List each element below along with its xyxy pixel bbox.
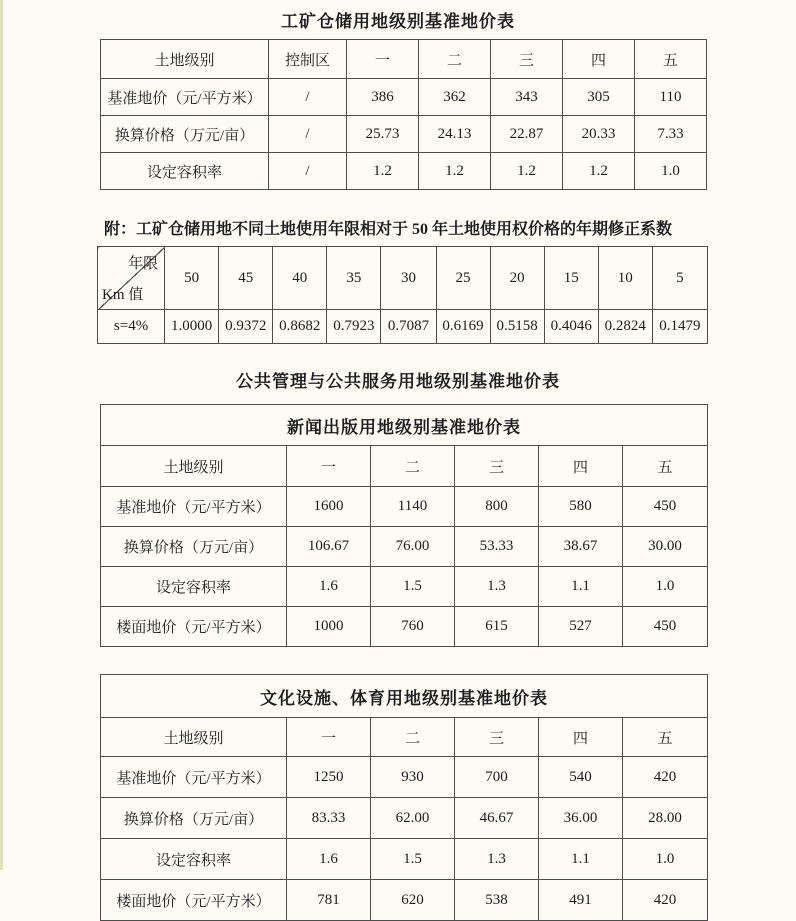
year-header: 50 xyxy=(165,247,219,310)
table-row xyxy=(101,116,707,153)
coefficient-cell: 0.9372 xyxy=(219,310,273,344)
value-cell: 1.6 xyxy=(287,567,371,607)
table-subtitle: 新闻出版用地级别基准地价表 xyxy=(101,405,708,446)
year-header: 10 xyxy=(598,247,652,310)
coefficient-cell: 0.8682 xyxy=(273,310,327,344)
col-header-land-grade: 土地级别 xyxy=(101,40,269,79)
value-cell: 1250 xyxy=(287,757,371,798)
value-cell: 1.0 xyxy=(635,153,707,190)
industrial-table-title: 工矿仓储用地级别基准地价表 xyxy=(281,12,515,31)
table-row xyxy=(98,310,708,344)
control-zone-cell: / xyxy=(269,116,347,153)
value-cell: 386 xyxy=(347,79,419,116)
table-header-row xyxy=(98,247,708,310)
table-header-row xyxy=(101,446,708,487)
table-row xyxy=(101,527,708,567)
press-publishing-land-price-table xyxy=(100,404,708,647)
table-row xyxy=(101,153,707,190)
col-header-land-grade: 土地级别 xyxy=(101,446,287,487)
value-cell: 1.2 xyxy=(419,153,491,190)
row-label-cell: 楼面地价（元/平方米） xyxy=(101,880,287,921)
year-header: 20 xyxy=(490,247,544,310)
value-cell: 1.1 xyxy=(539,839,623,880)
value-cell: 580 xyxy=(539,487,623,527)
value-cell: 7.33 xyxy=(635,116,707,153)
value-cell: 527 xyxy=(539,607,623,647)
table-row xyxy=(101,79,707,116)
row-label-cell: 基准地价（元/平方米） xyxy=(101,79,269,116)
value-cell: 420 xyxy=(623,757,708,798)
public-service-section-title: 公共管理与公共服务用地级别基准地价表 xyxy=(236,372,560,391)
value-cell: 305 xyxy=(563,79,635,116)
value-cell: 1140 xyxy=(371,487,455,527)
value-cell: 1600 xyxy=(287,487,371,527)
grade-header: 一 xyxy=(287,446,371,487)
value-cell: 62.00 xyxy=(371,798,455,839)
year-adjustment-coefficient-table xyxy=(97,246,708,344)
value-cell: 1.2 xyxy=(347,153,419,190)
diagonal-corner-cell xyxy=(98,247,165,310)
year-header: 30 xyxy=(381,247,436,310)
row-label-cell: 基准地价（元/平方米） xyxy=(101,487,287,527)
row-label-cell: 换算价格（万元/亩） xyxy=(101,798,287,839)
table-row xyxy=(101,757,708,798)
coefficient-cell: 0.2824 xyxy=(598,310,652,344)
value-cell: 28.00 xyxy=(623,798,708,839)
row-label-cell: 设定容积率 xyxy=(101,839,287,880)
year-header: 25 xyxy=(436,247,490,310)
grade-header: 三 xyxy=(455,446,539,487)
grade-header: 四 xyxy=(563,40,635,79)
value-cell: 46.67 xyxy=(455,798,539,839)
grade-header: 三 xyxy=(455,718,539,757)
coefficient-cell: 0.1479 xyxy=(652,310,707,344)
year-header: 15 xyxy=(544,247,598,310)
row-label-cell: 换算价格（万元/亩） xyxy=(101,116,269,153)
grade-header: 二 xyxy=(371,718,455,757)
value-cell: 450 xyxy=(623,607,708,647)
value-cell: 615 xyxy=(455,607,539,647)
year-header: 5 xyxy=(652,247,707,310)
table-header-row xyxy=(101,718,708,757)
value-cell: 420 xyxy=(623,880,708,921)
value-cell: 20.33 xyxy=(563,116,635,153)
value-cell: 1.6 xyxy=(287,839,371,880)
value-cell: 22.87 xyxy=(491,116,563,153)
row-label-cell: 换算价格（万元/亩） xyxy=(101,527,287,567)
year-header: 45 xyxy=(219,247,273,310)
culture-sports-land-price-table xyxy=(100,674,708,921)
coefficient-cell: 0.7087 xyxy=(381,310,436,344)
value-cell: 24.13 xyxy=(419,116,491,153)
grade-header: 五 xyxy=(623,718,708,757)
value-cell: 700 xyxy=(455,757,539,798)
control-zone-cell: / xyxy=(269,79,347,116)
appendix-note: 附：工矿仓储用地不同土地使用年限相对于 50 年土地使用权价格的年期修正系数 xyxy=(104,221,673,238)
table-row xyxy=(101,567,708,607)
value-cell: 76.00 xyxy=(371,527,455,567)
value-cell: 83.33 xyxy=(287,798,371,839)
control-zone-cell: / xyxy=(269,153,347,190)
coefficient-cell: 1.0000 xyxy=(165,310,219,344)
value-cell: 491 xyxy=(539,880,623,921)
table-subtitle: 文化设施、体育用地级别基准地价表 xyxy=(101,675,708,718)
value-cell: 1.2 xyxy=(563,153,635,190)
corner-label-km: Km 值 xyxy=(102,287,144,303)
coefficient-cell: 0.6169 xyxy=(436,310,490,344)
table-header-row xyxy=(101,40,707,79)
value-cell: 362 xyxy=(419,79,491,116)
col-header-control-zone: 控制区 xyxy=(269,40,347,79)
value-cell: 106.67 xyxy=(287,527,371,567)
year-header: 40 xyxy=(273,247,327,310)
value-cell: 1.2 xyxy=(491,153,563,190)
value-cell: 760 xyxy=(371,607,455,647)
value-cell: 1.3 xyxy=(455,839,539,880)
table-row xyxy=(101,487,708,527)
corner-label-years: 年限 xyxy=(128,256,159,272)
value-cell: 1.5 xyxy=(371,567,455,607)
grade-header: 四 xyxy=(539,446,623,487)
scan-edge-artifact xyxy=(0,0,3,870)
grade-header: 一 xyxy=(287,718,371,757)
coefficient-cell: 0.5158 xyxy=(490,310,544,344)
table-row xyxy=(101,607,708,647)
industrial-storage-land-price-table xyxy=(100,39,707,190)
value-cell: 110 xyxy=(635,79,707,116)
value-cell: 1.0 xyxy=(623,839,708,880)
table-row xyxy=(101,798,708,839)
table-subtitle-row xyxy=(101,675,708,718)
grade-header: 二 xyxy=(419,40,491,79)
value-cell: 36.00 xyxy=(539,798,623,839)
table-row xyxy=(101,880,708,921)
value-cell: 540 xyxy=(539,757,623,798)
value-cell: 38.67 xyxy=(539,527,623,567)
value-cell: 800 xyxy=(455,487,539,527)
value-cell: 1000 xyxy=(287,607,371,647)
value-cell: 1.5 xyxy=(371,839,455,880)
value-cell: 25.73 xyxy=(347,116,419,153)
coefficient-cell: 0.7923 xyxy=(327,310,381,344)
value-cell: 1.0 xyxy=(623,567,708,607)
coefficient-cell: 0.4046 xyxy=(544,310,598,344)
value-cell: 620 xyxy=(371,880,455,921)
grade-header: 一 xyxy=(347,40,419,79)
value-cell: 781 xyxy=(287,880,371,921)
value-cell: 343 xyxy=(491,79,563,116)
value-cell: 30.00 xyxy=(623,527,708,567)
value-cell: 538 xyxy=(455,880,539,921)
value-cell: 53.33 xyxy=(455,527,539,567)
value-cell: 1.3 xyxy=(455,567,539,607)
grade-header: 三 xyxy=(491,40,563,79)
grade-header: 四 xyxy=(539,718,623,757)
row-label-cell: 楼面地价（元/平方米） xyxy=(101,607,287,647)
grade-header: 五 xyxy=(623,446,708,487)
value-cell: 450 xyxy=(623,487,708,527)
table-row xyxy=(101,839,708,880)
row-label-cell: 设定容积率 xyxy=(101,567,287,607)
row-label-cell: 基准地价（元/平方米） xyxy=(101,757,287,798)
col-header-land-grade: 土地级别 xyxy=(101,718,287,757)
grade-header: 五 xyxy=(635,40,707,79)
grade-header: 二 xyxy=(371,446,455,487)
year-header: 35 xyxy=(327,247,381,310)
table-subtitle-row xyxy=(101,405,708,446)
value-cell: 930 xyxy=(371,757,455,798)
row-label-cell: s=4% xyxy=(98,310,165,344)
row-label-cell: 设定容积率 xyxy=(101,153,269,190)
value-cell: 1.1 xyxy=(539,567,623,607)
